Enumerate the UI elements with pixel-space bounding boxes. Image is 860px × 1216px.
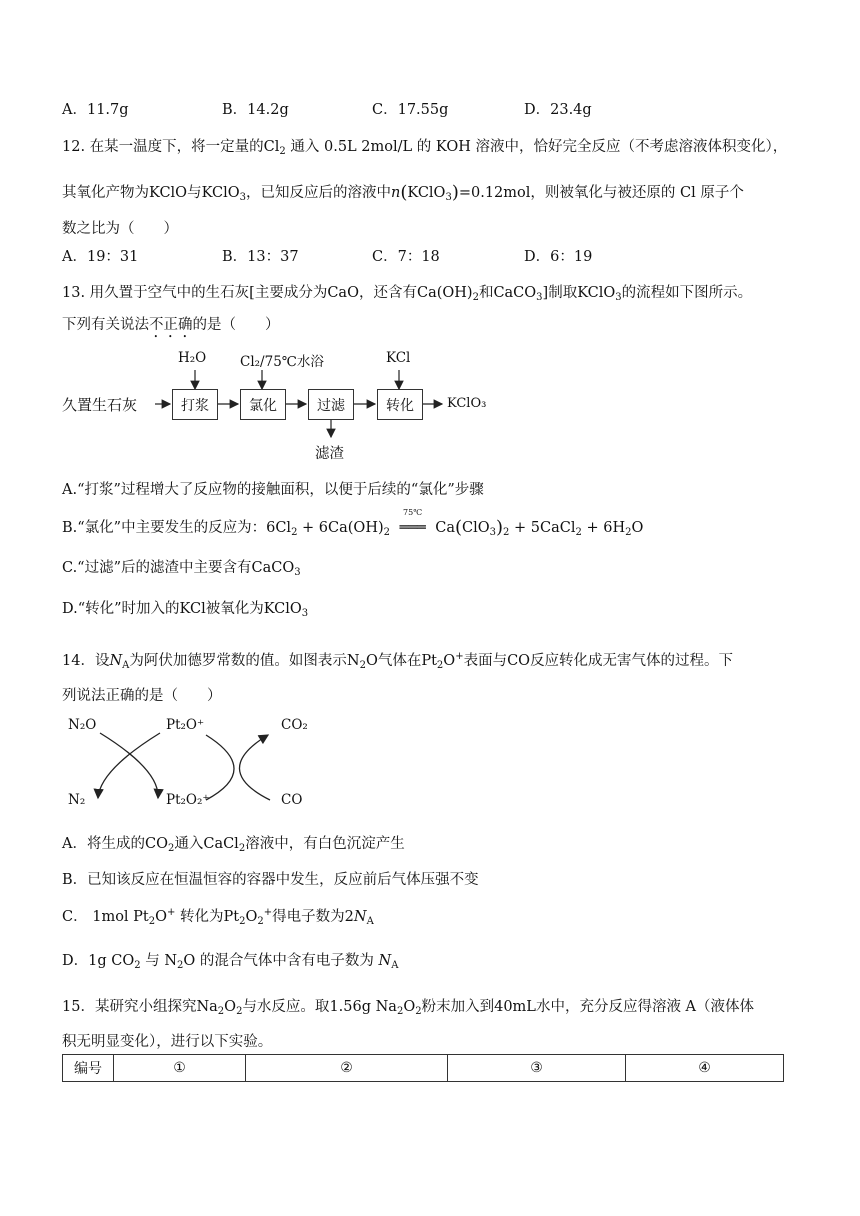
species-co: CO	[281, 792, 303, 808]
q13-option-b: B.“氯化”中主要发生的反应为：$6Cl_2 + 6Ca(OH)_2$ 75℃ ═══ $Ca(ClO_3)_2$ + 5CaCl$_2$ + $6H_2O$	[62, 508, 644, 538]
species-co2: CO₂	[281, 717, 308, 733]
q14-option-d: D．1g $CO_2$ 与 $N_2O$ 的混合气体中含有电子数为 $N_A$	[62, 953, 399, 971]
q13-option-c: C.“过滤”后的滤渣中主要含有CaCO$_3$	[62, 560, 301, 578]
q15-line2: 积无明显变化），进行以下实验。	[62, 1034, 273, 1050]
table-header-cell: 编号	[63, 1055, 114, 1082]
flow-step-filtration: 过滤	[308, 389, 354, 420]
q12-option-a: A．19：31	[62, 249, 139, 265]
q11-option-b: B．14.2g	[222, 102, 289, 118]
q12-line3: 数之比为（ ）	[62, 221, 178, 237]
flow-product-label: KClO₃	[447, 396, 487, 411]
flow-step-conversion: 转化	[377, 389, 423, 420]
flow-step-chlorination: 氯化	[240, 389, 286, 420]
species-n2o: N₂O	[68, 717, 97, 733]
q13-option-d: D.“转化”时加入的KCl被氧化为KClO$_3$	[62, 601, 309, 619]
q13-line2: 下列有关说法不正确的是（ ）	[62, 317, 280, 333]
q15-experiment-table	[62, 1054, 784, 1082]
q12-line2: 其氧化产物为KClO与KClO$_3$，已知反应后的溶液中n(KClO$_3$)=0.12mol，则被氧化与被还原的 Cl 原子个	[62, 182, 744, 203]
q13-option-a: A.“打浆”过程增大了反应物的接触面积，以便于后续的“氯化”步骤	[62, 482, 484, 498]
species-pt2o2-plus: Pt₂O₂⁺	[166, 792, 210, 808]
q14-line1: 14．设$N_A$为阿伏加德罗常数的值。如图表示$N_2O$气体在$Pt_2O^+$表面与CO反应转化成无害气体的过程。下	[62, 651, 734, 671]
species-n2: N₂	[68, 792, 86, 808]
flow-start-label: 久置生石灰	[62, 396, 138, 414]
table-header-row	[63, 1055, 784, 1082]
q12-option-b: B．13：37	[222, 249, 299, 265]
reaction-condition: 75℃	[403, 508, 423, 517]
q11-option-c: C．17.55g	[372, 102, 449, 118]
q15-line1: 15．某研究小组探究$Na_2O_2$与水反应。取1.56g $Na_2O_2$粉末加入到40mL水中，充分反应得溶液 A（液体体	[62, 999, 755, 1017]
flow-input-chlorine: Cl₂/75℃水浴	[240, 354, 324, 370]
q14-line2: 列说法正确的是（ ）	[62, 688, 222, 704]
q12-line1: 12. 在某一温度下，将一定量的$Cl_2$ 通入 0.5L 2mol/L 的 KOH 溶液中，恰好完全反应（不考虑溶液体积变化），	[62, 139, 788, 157]
q12-option-d: D．6：19	[524, 249, 593, 265]
q11-option-d: D．23.4g	[524, 102, 592, 118]
table-header-cell: ②	[246, 1055, 448, 1082]
flow-step-beating: 打浆	[172, 389, 218, 420]
q12-option-c: C．7：18	[372, 249, 440, 265]
q14-option-c: C． 1mol $Pt_2O^+$ 转化为$Pt_2O_2^+$得电子数为$2N_A$	[62, 907, 374, 927]
flow-input-water: H₂O	[178, 350, 207, 366]
q14-option-b: B．已知该反应在恒温恒容的容器中发生，反应前后气体压强不变	[62, 872, 479, 888]
species-pt2o-plus: Pt₂O⁺	[166, 717, 205, 733]
flow-input-kcl: KCl	[386, 350, 411, 366]
q11-option-a: A．11.7g	[62, 102, 129, 118]
q13-line1: 13. 用久置于空气中的生石灰[主要成分为CaO，还含有$Ca(OH)_2$和CaCO$_3$]制取KClO$_3$的流程如下图所示。	[62, 285, 753, 303]
table-header-cell: ①	[114, 1055, 246, 1082]
q14-option-a: A．将生成的$CO_2$通入CaCl$_2$溶液中，有白色沉淀产生	[62, 836, 405, 854]
table-header-cell: ③	[448, 1055, 626, 1082]
flow-residue-label: 滤渣	[315, 446, 344, 462]
table-header-cell: ④	[626, 1055, 784, 1082]
